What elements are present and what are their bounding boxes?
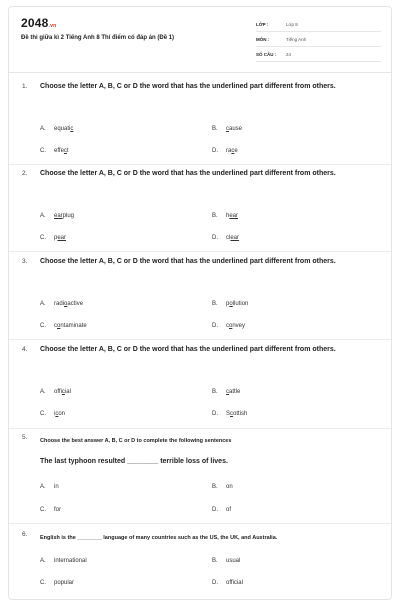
info-value: 24 bbox=[286, 52, 292, 57]
question-divider bbox=[9, 251, 392, 252]
option-b[interactable]: B. cause bbox=[212, 126, 243, 132]
info-row-class bbox=[256, 19, 381, 32]
info-key: LỚP : bbox=[256, 22, 269, 27]
question-text: Choose the letter A, B, C or D the word that has the underlined part different from others. bbox=[40, 346, 336, 353]
option-a[interactable]: A. equatic bbox=[40, 126, 74, 132]
question-number: 4. bbox=[22, 346, 28, 353]
question-number: 3. bbox=[22, 258, 28, 265]
option-c[interactable]: C. popular bbox=[40, 580, 75, 586]
option-b[interactable]: B. hear bbox=[212, 213, 239, 219]
question-text: English is the ________ language of many countries such as the US, the UK, and Australia. bbox=[40, 535, 278, 541]
info-row-subject bbox=[256, 34, 381, 47]
info-key: SỐ CÂU : bbox=[256, 52, 277, 57]
question-stem: The last typhoon resulted ________ terrible loss of lives. bbox=[40, 458, 228, 465]
option-c[interactable]: C. icon bbox=[40, 411, 66, 417]
header-divider bbox=[9, 72, 392, 73]
question-text: Choose the letter A, B, C or D the word that has the underlined part different from others. bbox=[40, 170, 336, 177]
option-c[interactable]: C. effect bbox=[40, 148, 69, 154]
exam-title: Đề thi giữa kì 2 Tiếng Anh 8 Thí điểm có đáp án (Đề 1) bbox=[21, 35, 175, 41]
option-b[interactable]: B. usual bbox=[212, 558, 241, 564]
option-c[interactable]: C. for bbox=[40, 507, 62, 513]
question-number: 6. bbox=[22, 531, 28, 538]
option-a[interactable]: A. international bbox=[40, 558, 87, 564]
option-a[interactable]: A. radioactive bbox=[40, 301, 84, 307]
question-divider bbox=[9, 164, 392, 165]
option-a[interactable]: A. official bbox=[40, 389, 71, 395]
option-d[interactable]: D. race bbox=[212, 148, 238, 154]
option-c[interactable]: C. pear bbox=[40, 235, 67, 241]
exam-header bbox=[9, 7, 392, 69]
option-a[interactable]: A. in bbox=[40, 484, 59, 490]
option-a[interactable]: A. earplug bbox=[40, 213, 75, 219]
question-divider bbox=[9, 339, 392, 340]
option-d[interactable]: D. official bbox=[212, 580, 243, 586]
question-number: 2. bbox=[22, 170, 28, 177]
option-d[interactable]: D. of bbox=[212, 507, 232, 513]
option-b[interactable]: B. pollution bbox=[212, 301, 249, 307]
option-d[interactable]: D. Scottish bbox=[212, 411, 248, 417]
question-number: 1. bbox=[22, 83, 28, 90]
option-b[interactable]: B. on bbox=[212, 484, 233, 490]
question-number: 5. bbox=[22, 434, 28, 441]
question-text: Choose the letter A, B, C or D the word that has the underlined part different from others. bbox=[40, 258, 336, 265]
exam-page bbox=[8, 6, 392, 600]
info-value: Tiếng Anh bbox=[286, 37, 307, 42]
option-c[interactable]: C. contaminate bbox=[40, 323, 87, 329]
option-d[interactable]: D. convey bbox=[212, 323, 246, 329]
logo-suffix: .vn bbox=[48, 23, 57, 29]
info-key: MÔN : bbox=[256, 37, 270, 42]
info-value: Lớp 8 bbox=[286, 22, 298, 27]
info-row-question-count bbox=[256, 49, 381, 62]
option-b[interactable]: B. cattle bbox=[212, 389, 241, 395]
question-text: Choose the letter A, B, C or D the word that has the underlined part different from others. bbox=[40, 83, 336, 90]
site-logo[interactable] bbox=[21, 16, 56, 30]
question-divider bbox=[9, 523, 392, 524]
logo-main: 2048 bbox=[21, 16, 49, 30]
option-d[interactable]: D. clear bbox=[212, 235, 240, 241]
question-instruction: Choose the best answer A, B, C or D to complete the following sentences bbox=[40, 438, 232, 444]
question-divider bbox=[9, 428, 392, 429]
